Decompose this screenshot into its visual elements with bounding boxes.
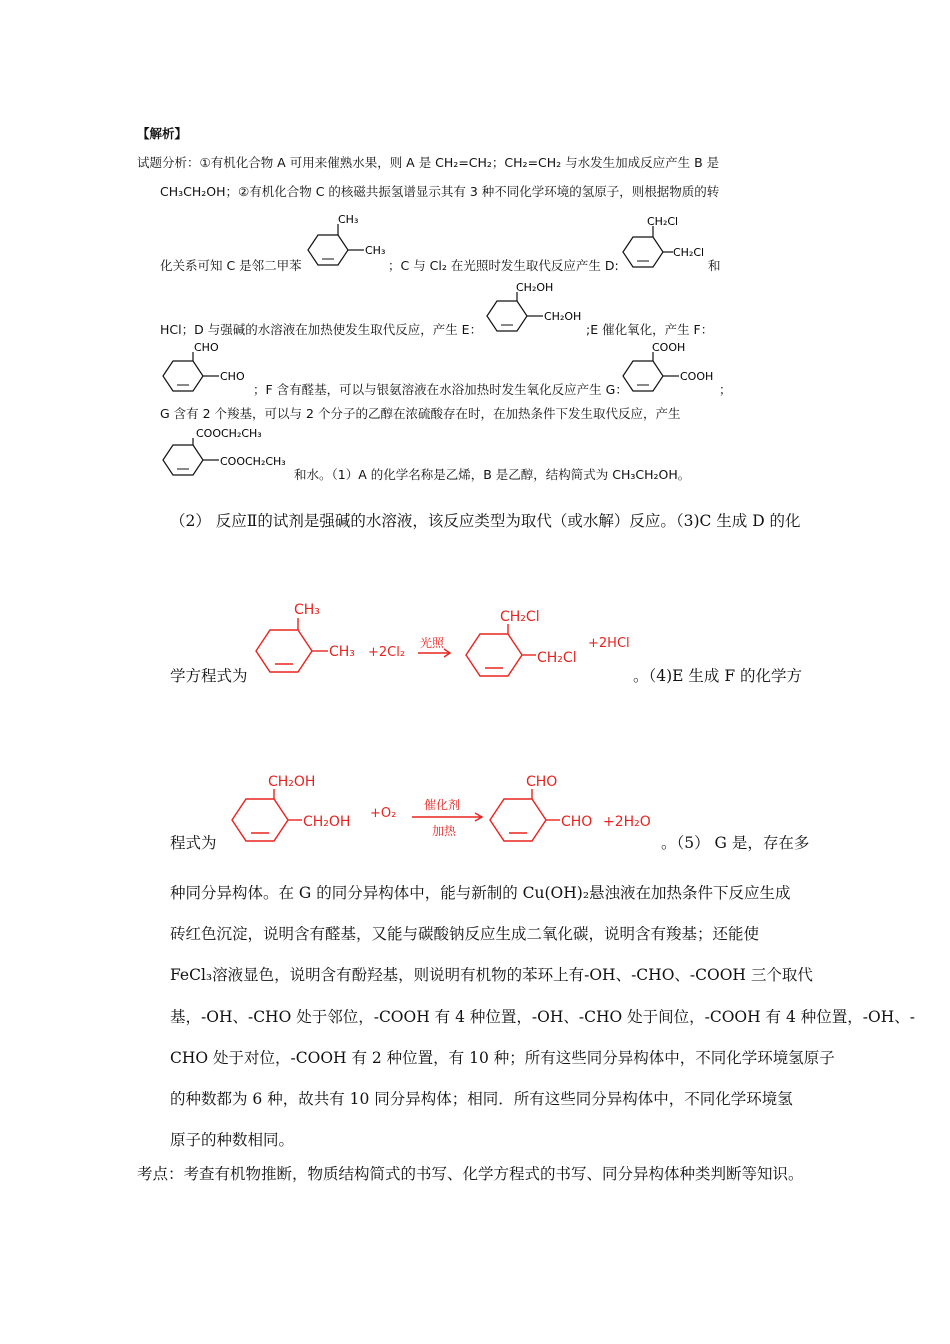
analysis-line-2: CH₃CH₂OH；②有机化合物 C 的核磁共振氢谱显示其有 3 种不同化学环境的氢原子，则根据物质的转: [160, 184, 720, 199]
product-top: CHO: [526, 774, 558, 790]
byproduct: +2H₂O: [603, 814, 651, 830]
substituent-side: COOCH₂CH₃: [220, 455, 286, 468]
test-points: 考点：考查有机物推断，物质结构简式的书写、化学方程式的书写、同分异构体种类判断等知识。: [137, 1165, 804, 1183]
paragraph-5-line-4: 基，-OH、-CHO 处于邻位，-COOH 有 4 种位置，-OH、-CHO 处于间位，-COOH 有 4 种位置，-OH、-: [170, 1008, 915, 1026]
compound-g-structure: [623, 338, 723, 396]
analysis-line-3c: 和: [708, 258, 721, 273]
analysis-line-4: HCl；D 与强碱的水溶液在加热使发生取代反应，产生 E：: [160, 322, 483, 337]
paragraph-5-line-1: 种同分异构体。在 G 的同分异构体中，能与新制的 Cu(OH)₂悬浊液在加热条件下反应生成: [170, 884, 791, 902]
analysis-line-3: 化关系可知 C 是邻二甲苯: [160, 258, 302, 273]
diethyl-phthalate-structure: [163, 422, 298, 480]
condition: 加热: [432, 824, 457, 838]
section-title: 【解析】: [137, 126, 188, 141]
analysis-line-3b: ；C 与 Cl₂ 在光照时发生取代反应产生 D:: [388, 258, 619, 273]
reagent: +O₂: [370, 806, 397, 821]
reactant-side: CH₃: [329, 644, 355, 660]
substituent-top: CH₂Cl: [647, 215, 679, 228]
compound-f-structure: [163, 338, 258, 396]
substituent-top: CHO: [194, 341, 219, 354]
substituent-side: COOH: [680, 370, 714, 383]
substituent-side: CH₂OH: [544, 310, 582, 323]
substituent-side: CH₃: [365, 244, 386, 257]
analysis-line-5c: ；: [719, 382, 732, 397]
reactant-side: CH₂OH: [303, 814, 351, 830]
substituent-side: CH₂Cl: [673, 246, 705, 259]
compound-d-structure: [623, 212, 718, 272]
condition: 光照: [420, 636, 445, 650]
paragraph-5-line-6: 的种数都为 6 种，故共有 10 同分异构体；相同．所有这些同分异构体中，不同化学环境氢: [170, 1090, 793, 1108]
equation-2-intro: 程式为: [170, 834, 217, 852]
analysis-line-4b: ;E 催化氧化，产生 F：: [586, 322, 714, 337]
equation-1-intro: 学方程式为: [170, 667, 248, 685]
substituent-top: COOCH₂CH₃: [196, 427, 262, 440]
paragraph-5-line-7: 原子的种数相同。: [170, 1131, 295, 1149]
paragraph-5-line-2: 砖红色沉淀，说明含有醛基，又能与碳酸钠反应生成二氧化碳，说明含有羧基；还能使: [170, 925, 760, 943]
byproduct: +2HCl: [588, 636, 630, 651]
paragraph-2: （2） 反应Ⅱ的试剂是强碱的水溶液，该反应类型为取代（或水解）反应。（3)C 生成 D 的化: [170, 512, 801, 530]
catalyst: 催化剂: [424, 798, 461, 812]
reactant-top: CH₂OH: [268, 774, 316, 790]
paragraph-5-line-3: FeCl₃溶液显色，说明含有酚羟基，则说明有机物的苯环上有-OH、-CHO、-COOH 三个取代: [170, 966, 813, 984]
equation-2: [224, 765, 654, 855]
equation-1: [250, 595, 640, 690]
product-top: CH₂Cl: [500, 609, 540, 625]
substituent-side: CHO: [220, 370, 245, 383]
product-side: CH₂Cl: [537, 650, 577, 666]
compound-e-structure: [487, 278, 587, 338]
equation-2-outro: 。（5） G 是，存在多: [661, 834, 810, 852]
reactant-top: CH₃: [294, 602, 320, 618]
paragraph-5-line-5: CHO 处于对位，-COOH 有 2 种位置，有 10 种；所有这些同分异构体中，不同化学环境氢原子: [170, 1049, 835, 1067]
substituent-top: CH₃: [338, 213, 359, 226]
substituent-top: COOH: [652, 341, 686, 354]
analysis-line-5b: ；F 含有醛基，可以与银氨溶液在水浴加热时发生氧化反应产生 G：: [253, 382, 628, 397]
reagent: +2Cl₂: [368, 645, 406, 660]
substituent-top: CH₂OH: [516, 281, 554, 294]
equation-1-outro: 。（4)E 生成 F 的化学方: [633, 667, 803, 685]
analysis-line-6: G 含有 2 个羧基，可以与 2 个分子的乙醇在浓硫酸存在时，在加热条件下发生取代反应，产生: [160, 406, 681, 421]
analysis-line-1: 试题分析：①有机化合物 A 可用来催熟水果，则 A 是 CH₂=CH₂；CH₂=CH₂ 与水发生加成反应产生 B 是: [137, 155, 720, 170]
product-side: CHO: [561, 814, 593, 830]
analysis-line-7b: 和水。（1）A 的化学名称是乙烯，B 是乙醇，结构简式为 CH₃CH₂OH。: [294, 467, 691, 482]
